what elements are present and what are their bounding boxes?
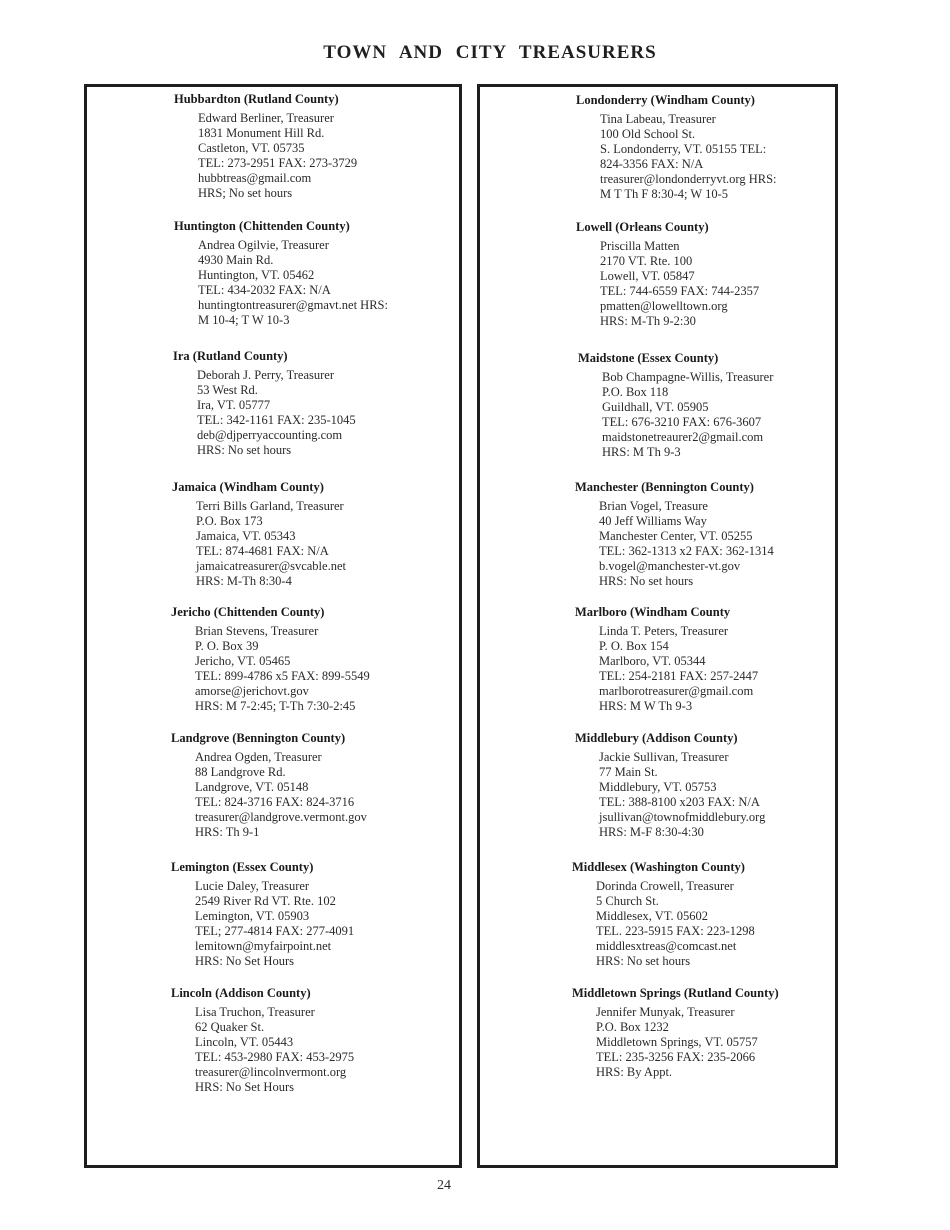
- contact-line: Lincoln, VT. 05443: [195, 1035, 294, 1049]
- contact-line: HRS: M-Th 9-2:30: [600, 314, 696, 328]
- contact-details: [602, 370, 773, 460]
- town-heading: Huntington (Chittenden County): [174, 219, 350, 233]
- contact-line: HRS: No set hours: [596, 954, 691, 968]
- contact-line: huntingtontreasurer@gmavt.net HRS:: [198, 298, 388, 312]
- town-heading: Middletown Springs (Rutland County): [572, 986, 779, 1000]
- contact-details: [198, 111, 357, 201]
- contact-line: TEL: 824-3716 FAX: 824-3716: [195, 795, 355, 809]
- town-heading: Middlesex (Washington County): [572, 860, 745, 874]
- contact-line: P. O. Box 154: [599, 639, 669, 653]
- town-heading: Ira (Rutland County): [173, 349, 288, 363]
- contact-details: [195, 1005, 354, 1095]
- contact-line: Andrea Ogden, Treasurer: [195, 750, 322, 764]
- contact-line: P.O. Box 173: [196, 514, 263, 528]
- contact-line: P.O. Box 1232: [596, 1020, 669, 1034]
- contact-line: Middlebury, VT. 05753: [599, 780, 717, 794]
- town-heading: Landgrove (Bennington County): [171, 731, 346, 745]
- page-title: TOWN AND CITY TREASURERS: [323, 42, 657, 63]
- left-column-entry: [174, 92, 357, 201]
- contact-line: Jackie Sullivan, Treasurer: [599, 750, 729, 764]
- contact-line: HRS: M 7-2:45; T-Th 7:30-2:45: [195, 699, 356, 713]
- contact-line: Lowell, VT. 05847: [600, 269, 695, 283]
- left-column-entry: [172, 480, 346, 589]
- contact-details: [195, 624, 370, 714]
- contact-line: marlborotreasurer@gmail.com: [599, 684, 754, 698]
- left-column-entry: [173, 349, 356, 458]
- contact-line: Ira, VT. 05777: [197, 398, 271, 412]
- contact-line: amorse@jerichovt.gov: [195, 684, 309, 698]
- contact-line: Dorinda Crowell, Treasurer: [596, 879, 734, 893]
- contact-line: HRS: M W Th 9-3: [599, 699, 693, 713]
- contact-line: pmatten@lowelltown.org: [600, 299, 728, 313]
- town-heading: Manchester (Bennington County): [575, 480, 754, 494]
- contact-line: TEL: 434-2032 FAX: N/A: [198, 283, 331, 297]
- left-column-entry: [171, 731, 367, 840]
- contact-line: Lemington, VT. 05903: [195, 909, 310, 923]
- contact-line: Bob Champagne-Willis, Treasurer: [602, 370, 774, 384]
- town-heading: Jamaica (Windham County): [172, 480, 324, 494]
- contact-line: Jennifer Munyak, Treasurer: [596, 1005, 735, 1019]
- contact-line: HRS: M-F 8:30-4:30: [599, 825, 704, 839]
- contact-line: 77 Main St.: [599, 765, 658, 779]
- contact-details: [196, 499, 346, 589]
- contact-line: HRS: No Set Hours: [195, 1080, 294, 1094]
- contact-line: 2549 River Rd VT. Rte. 102: [195, 894, 336, 908]
- contact-line: M 10-4; T W 10-3: [198, 313, 290, 327]
- contact-line: Guildhall, VT. 05905: [602, 400, 709, 414]
- contact-line: Huntington, VT. 05462: [198, 268, 315, 282]
- right-column-entry: [572, 986, 779, 1080]
- contact-line: jamaicatreasurer@svcable.net: [196, 559, 346, 573]
- town-heading: Marlboro (Windham County: [575, 605, 731, 619]
- contact-line: M T Th F 8:30-4; W 10-5: [600, 187, 729, 201]
- contact-line: treasurer@londonderryvt.org HRS:: [600, 172, 777, 186]
- contact-line: Andrea Ogilvie, Treasurer: [198, 238, 329, 252]
- contact-line: TEL: 235-3256 FAX: 235-2066: [596, 1050, 756, 1064]
- contact-line: Priscilla Matten: [600, 239, 680, 253]
- contact-line: HRS: M Th 9-3: [602, 445, 681, 459]
- contact-line: TEL: 388-8100 x203 FAX: N/A: [599, 795, 760, 809]
- contact-line: Deborah J. Perry, Treasurer: [197, 368, 335, 382]
- contact-line: TEL: 453-2980 FAX: 453-2975: [195, 1050, 355, 1064]
- contact-line: TEL: 899-4786 x5 FAX: 899-5549: [195, 669, 370, 683]
- contact-line: deb@djperryaccounting.com: [197, 428, 343, 442]
- contact-line: Jericho, VT. 05465: [195, 654, 291, 668]
- contact-line: TEL: 676-3210 FAX: 676-3607: [602, 415, 762, 429]
- contact-line: Lucie Daley, Treasurer: [195, 879, 310, 893]
- contact-line: P.O. Box 118: [602, 385, 669, 399]
- contact-line: lemitown@myfairpoint.net: [195, 939, 332, 953]
- town-heading: Lemington (Essex County): [171, 860, 314, 874]
- contact-line: 4930 Main Rd.: [198, 253, 274, 267]
- contact-line: Lisa Truchon, Treasurer: [195, 1005, 315, 1019]
- contact-line: HRS: M-Th 8:30-4: [196, 574, 292, 588]
- contact-details: [195, 750, 367, 840]
- contact-line: Linda T. Peters, Treasurer: [599, 624, 729, 638]
- contact-line: 40 Jeff Williams Way: [599, 514, 707, 528]
- contact-line: jsullivan@townofmiddlebury.org: [599, 810, 766, 824]
- contact-line: S. Londonderry, VT. 05155 TEL:: [600, 142, 767, 156]
- contact-line: Jamaica, VT. 05343: [196, 529, 296, 543]
- town-heading: Londonderry (Windham County): [576, 93, 755, 107]
- contact-line: 100 Old School St.: [600, 127, 696, 141]
- town-heading: Lowell (Orleans County): [576, 220, 709, 234]
- contact-line: HRS; No set hours: [198, 186, 293, 200]
- contact-line: TEL: 342-1161 FAX: 235-1045: [197, 413, 356, 427]
- right-column-entry: [575, 605, 758, 714]
- contact-line: 824-3356 FAX: N/A: [600, 157, 704, 171]
- contact-line: Castleton, VT. 05735: [198, 141, 305, 155]
- contact-line: Middletown Springs, VT. 05757: [596, 1035, 758, 1049]
- contact-line: Marlboro, VT. 05344: [599, 654, 706, 668]
- contact-line: 5 Church St.: [596, 894, 659, 908]
- contact-details: [197, 368, 356, 458]
- contact-line: HRS: No Set Hours: [195, 954, 294, 968]
- contact-line: 88 Landgrove Rd.: [195, 765, 286, 779]
- contact-details: [599, 499, 774, 589]
- contact-line: P. O. Box 39: [195, 639, 259, 653]
- contact-line: HRS: No set hours: [197, 443, 292, 457]
- contact-line: Middlesex, VT. 05602: [596, 909, 709, 923]
- left-column-entry: [171, 986, 354, 1095]
- right-column-entry: [576, 93, 777, 202]
- contact-line: treasurer@lincolnvermont.org: [195, 1065, 347, 1079]
- contact-line: 2170 VT. Rte. 100: [600, 254, 693, 268]
- contact-line: TEL. 223-5915 FAX: 223-1298: [596, 924, 755, 938]
- contact-line: TEL: 273-2951 FAX: 273-3729: [198, 156, 358, 170]
- contact-line: 1831 Monument Hill Rd.: [198, 126, 325, 140]
- contact-line: 53 West Rd.: [197, 383, 258, 397]
- contact-line: Landgrove, VT. 05148: [195, 780, 309, 794]
- right-column-entry: [576, 220, 759, 329]
- contact-details: [195, 879, 354, 969]
- contact-details: [596, 1005, 779, 1080]
- contact-line: HRS: No set hours: [599, 574, 694, 588]
- contact-line: b.vogel@manchester-vt.gov: [599, 559, 741, 573]
- contact-line: TEL: 874-4681 FAX: N/A: [196, 544, 329, 558]
- contact-line: Tina Labeau, Treasurer: [600, 112, 716, 126]
- contact-line: Brian Vogel, Treasure: [599, 499, 708, 513]
- contact-line: HRS: Th 9-1: [195, 825, 260, 839]
- town-heading: Hubbardton (Rutland County): [174, 92, 339, 106]
- contact-line: TEL; 277-4814 FAX: 277-4091: [195, 924, 355, 938]
- contact-details: [198, 238, 388, 328]
- contact-line: Terri Bills Garland, Treasurer: [196, 499, 344, 513]
- contact-line: Manchester Center, VT. 05255: [599, 529, 753, 543]
- town-heading: Jericho (Chittenden County): [171, 605, 325, 619]
- contact-line: TEL: 254-2181 FAX: 257-2447: [599, 669, 759, 683]
- left-column-entry: [174, 219, 388, 328]
- town-heading: Middlebury (Addison County): [575, 731, 738, 745]
- contact-line: TEL: 744-6559 FAX: 744-2357: [600, 284, 760, 298]
- right-column-entry: [578, 351, 773, 460]
- page-number: 24: [437, 1178, 451, 1193]
- contact-details: [600, 112, 777, 202]
- contact-line: hubbtreas@gmail.com: [198, 171, 312, 185]
- contact-details: [599, 624, 758, 714]
- contact-details: [599, 750, 765, 840]
- right-column-entry: [575, 731, 765, 840]
- right-column-entry: [572, 860, 755, 969]
- left-column-entry: [171, 605, 370, 714]
- contact-details: [596, 879, 755, 969]
- town-heading: Lincoln (Addison County): [171, 986, 311, 1000]
- contact-line: maidstonetreaurer2@gmail.com: [602, 430, 764, 444]
- contact-line: Edward Berliner, Treasurer: [198, 111, 334, 125]
- right-column-entry: [575, 480, 774, 589]
- town-heading: Maidstone (Essex County): [578, 351, 719, 365]
- contact-details: [600, 239, 759, 329]
- contact-line: TEL: 362-1313 x2 FAX: 362-1314: [599, 544, 774, 558]
- contact-line: 62 Quaker St.: [195, 1020, 265, 1034]
- contact-line: HRS: By Appt.: [596, 1065, 673, 1079]
- contact-line: middlesxtreas@comcast.net: [596, 939, 737, 953]
- contact-line: treasurer@landgrove.vermont.gov: [195, 810, 367, 824]
- contact-line: Brian Stevens, Treasurer: [195, 624, 319, 638]
- left-column-entry: [171, 860, 354, 969]
